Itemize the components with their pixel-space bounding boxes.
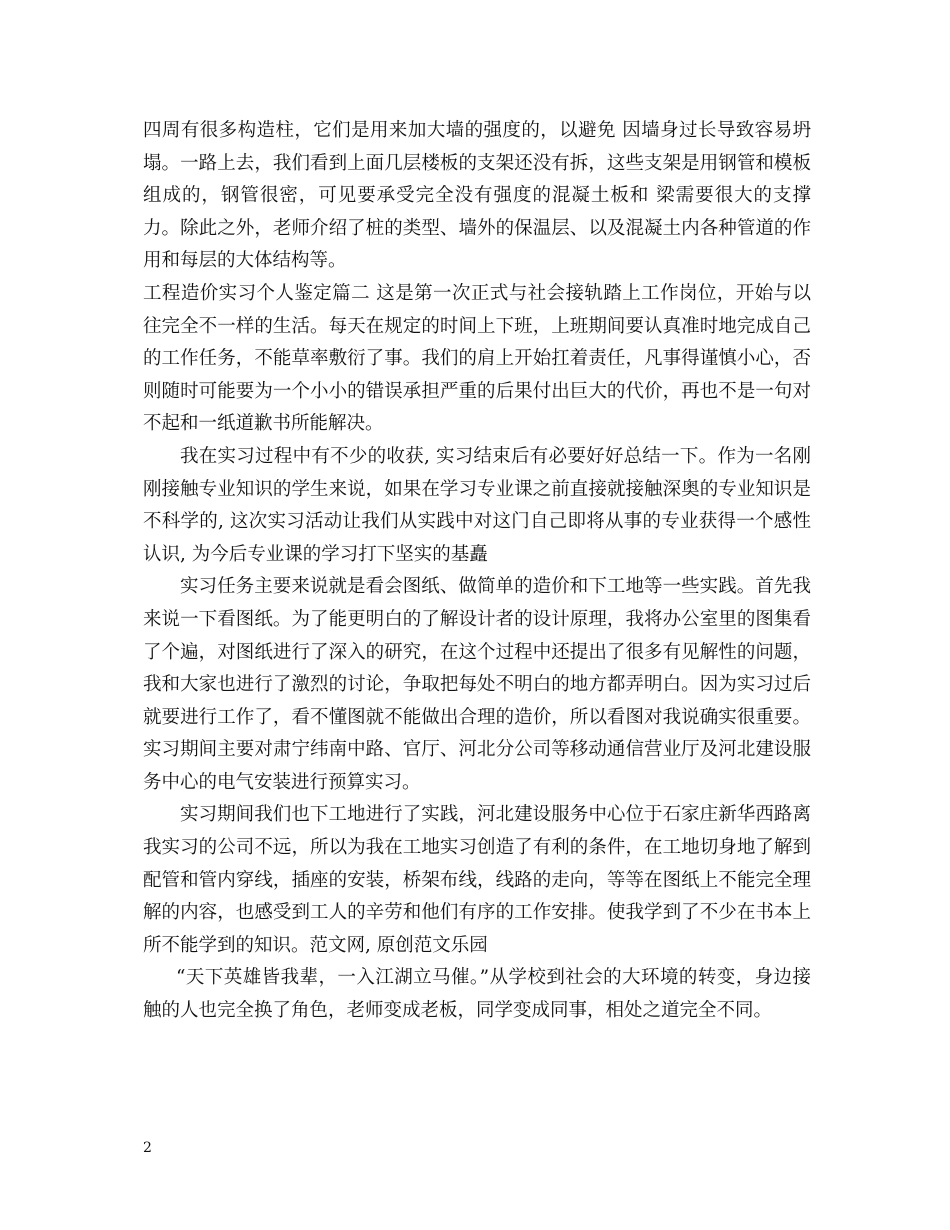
- page-number: 2: [143, 1140, 152, 1156]
- paragraph-continuation: 四周有很多构造柱，它们是用来加大墙的强度的，以避免 因墙身过长导致容易坍塌。一路上去，我们看到上面几层楼板的支架还没有拆，这些支架是用钢管和模板组成的，钢管很密，可见要承受完全没有强度的混凝土板和 梁需要很大的支撑力。除此之外，老师介绍了桩的类型、墙外的保温层、以及混凝土内各种管道的作用和每层的大体结构等。: [143, 120, 811, 272]
- paragraph-section-two-heading: 工程造价实习个人鉴定篇二 这是第一次正式与社会接轨踏上工作岗位，开始与以往完全不一样的生活。每天在规定的时间上下班，上班期间要认真准时地完成自己的工作任务，不能草率敷衍了事。我们的肩上开始扛着责任，凡事得谨慎小心，否则随时可能要为一个小小的错误承担严重的后果付出巨大的代价，再也不是一句对不起和一纸道歉书所能解决。: [143, 282, 811, 435]
- paragraph-quote: “天下英雄皆我辈，一入江湖立马催。”从学校到社会的大环境的转变，身边接触的人也完全换了角色，老师变成老板，同学变成同事，相处之道完全不同。: [143, 967, 811, 1022]
- paragraph-harvest: 我在实习过程中有不少的收获, 实习结束后有必要好好总结一下。作为一名刚刚接触专业知识的学生来说，如果在学习专业课之前直接就接触深奥的专业知识是不科学的, 这次实习活动让我们从实践中对这门自己即将从事的专业获得一个感性认识, 为今后专业课的学习打下坚实的基矗: [143, 445, 811, 565]
- paragraph-site-practice: 实习期间我们也下工地进行了实践，河北建设服务中心位于石家庄新华西路离我实习的公司不远，所以为我在工地实习创造了有利的条件，在工地切身地了解到配管和管内穿线，插座的安装，桥架布线，线路的走向，等等在图纸上不能完全理解的内容，也感受到工人的辛劳和他们有序的工作安排。使我学到了不少在书本上所不能学到的知识。范文网, 原创范文乐园: [143, 804, 811, 956]
- paragraph-drawings: 实习任务主要来说就是看会图纸、做简单的造价和下工地等一些实践。首先我来说一下看图纸。为了能更明白的了解设计者的设计原理，我将办公室里的图集看了个遍，对图纸进行了深入的研究，在这个过程中还提出了很多有见解性的问题，我和大家也进行了激烈的讨论，争取把每处不明白的地方都弄明白。因为实习过后就要进行工作了，看不懂图就不能做出合理的造价，所以看图对我说确实很重要。实习期间主要对肃宁纬南中路、官厅、河北分公司等移动通信营业厅及河北建设服务中心的电气安装进行预算实习。: [143, 576, 811, 793]
- document-body: [143, 115, 811, 1028]
